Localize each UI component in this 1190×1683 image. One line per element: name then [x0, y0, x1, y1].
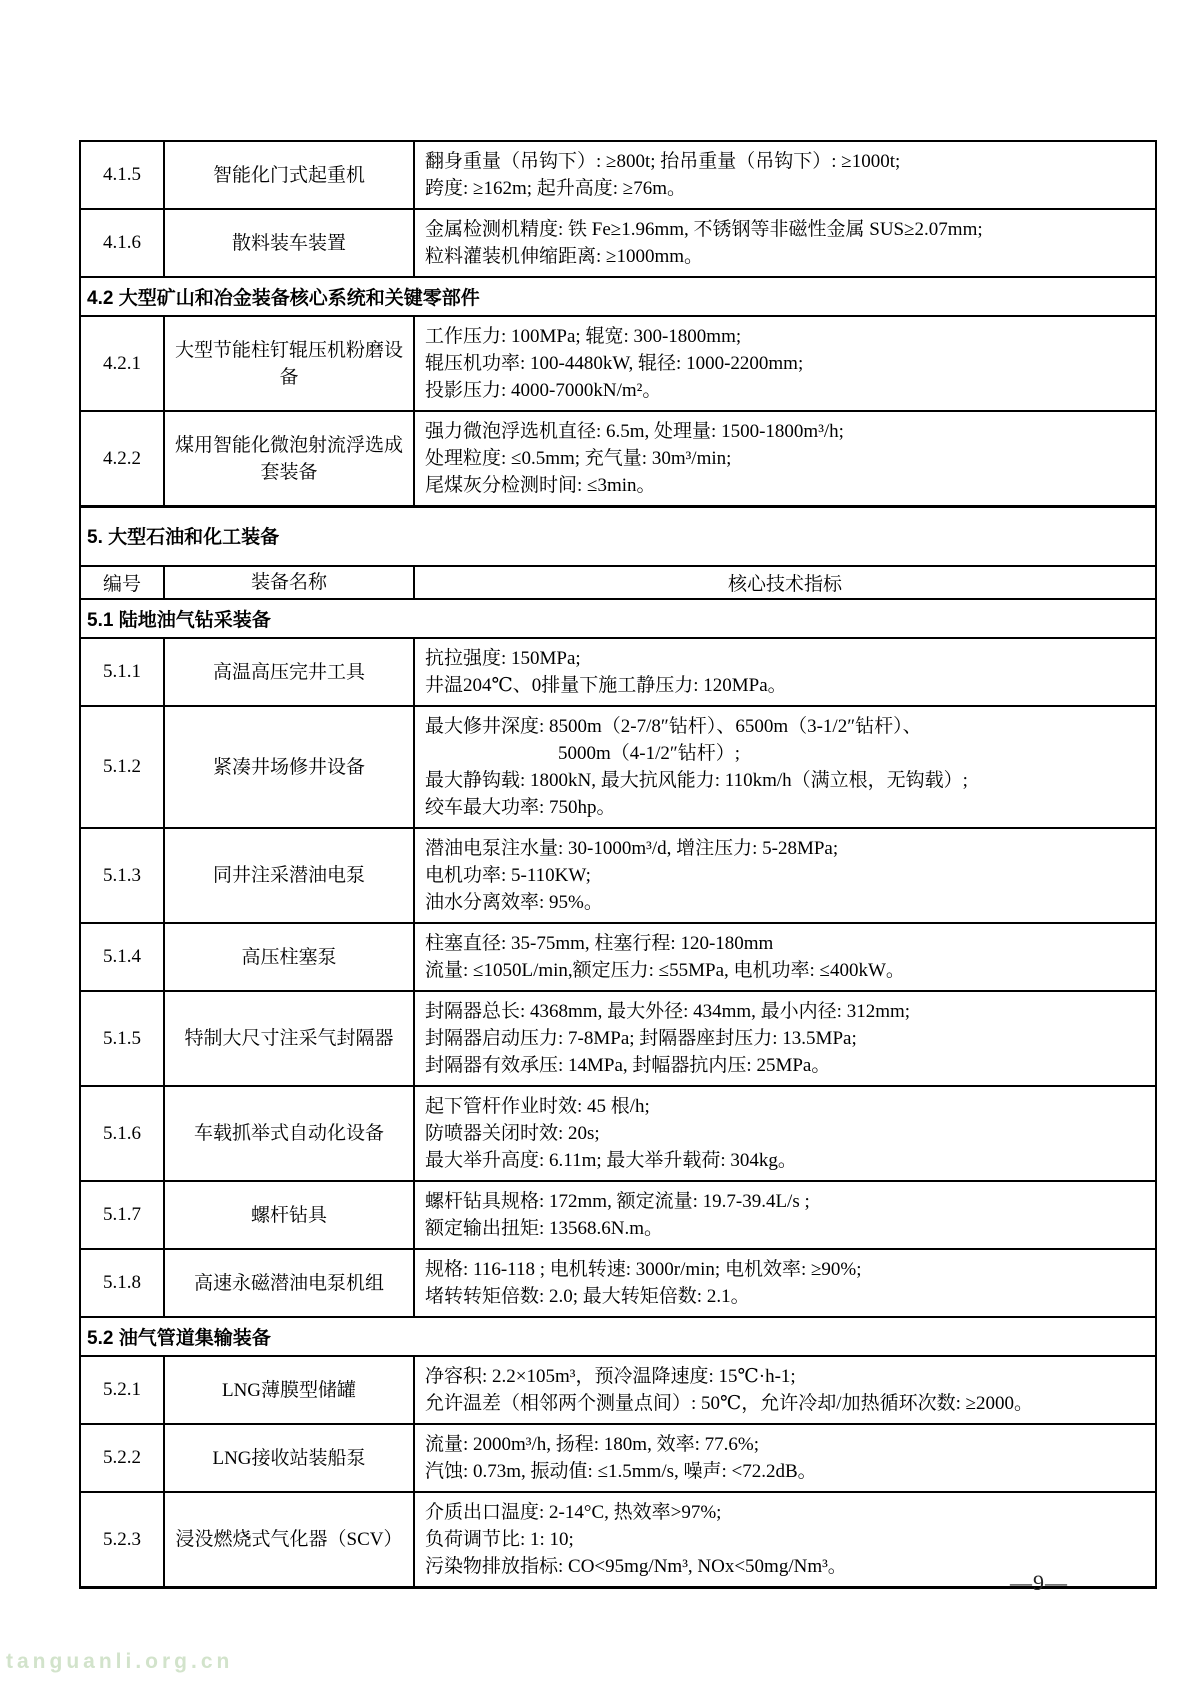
table-row [80, 1492, 1156, 1588]
section-header-cell: 5.1 陆地油气钻采装备 [80, 599, 1156, 638]
spec-line: 流量: ≤1050L/min,额定压力: ≤55MPa, 电机功率: ≤400kW。 [425, 960, 905, 981]
row-id-cell: 5.2.1 [80, 1356, 164, 1424]
spec-line: 5000m（4-1/2″钻杆）; [425, 743, 741, 764]
spec-line: 负荷调节比: 1: 10; [425, 1529, 574, 1550]
spec-line: 电机功率: 5-110KW; [425, 865, 591, 886]
equipment-name-cell: 浸没燃烧式气化器（SCV） [164, 1492, 414, 1588]
table-row [80, 507, 1156, 567]
equipment-name-cell: 特制大尺寸注采气封隔器 [164, 991, 414, 1086]
table-row [80, 1249, 1156, 1317]
spec-line: 抗拉强度: 150MPa; [425, 648, 581, 669]
spec-line: 规格: 116-118 ; 电机转速: 3000r/min; 电机效率: ≥90%; [425, 1259, 862, 1280]
specs-cell [414, 991, 1156, 1086]
row-id-cell: 5.1.1 [80, 638, 164, 706]
equipment-name-cell: 煤用智能化微泡射流浮选成套装备 [164, 411, 414, 507]
equipment-name-cell: 紧凑井场修井设备 [164, 706, 414, 828]
spec-line: 粒料灌装机伸缩距离: ≥1000mm。 [425, 246, 704, 267]
row-id-cell: 5.1.2 [80, 706, 164, 828]
section-header-cell: 5.2 油气管道集输装备 [80, 1317, 1156, 1356]
specs-cell [414, 828, 1156, 923]
spec-line: 绞车最大功率: 750hp。 [425, 797, 616, 818]
table-row [80, 1181, 1156, 1249]
column-header-specs: 核心技术指标 [414, 566, 1156, 599]
row-id-cell: 4.1.6 [80, 209, 164, 277]
spec-line: 封隔器启动压力: 7-8MPa; 封隔器座封压力: 13.5MPa; [425, 1028, 857, 1049]
equipment-name-cell: LNG薄膜型储罐 [164, 1356, 414, 1424]
specs-cell [414, 923, 1156, 991]
table-row [80, 828, 1156, 923]
spec-line: 最大举升高度: 6.11m; 最大举升载荷: 304kg。 [425, 1150, 797, 1171]
spec-line: 螺杆钻具规格: 172mm, 额定流量: 19.7-39.4L/s ; [425, 1191, 810, 1212]
equipment-name-cell: 智能化门式起重机 [164, 141, 414, 209]
table-row [80, 316, 1156, 411]
table-row [80, 1086, 1156, 1181]
specs-cell [414, 1424, 1156, 1492]
row-id-cell: 5.1.7 [80, 1181, 164, 1249]
spec-line: 金属检测机精度: 铁 Fe≥1.96mm, 不锈钢等非磁性金属 SUS≥2.07mm; [425, 219, 983, 240]
specs-cell [414, 1356, 1156, 1424]
table-row [80, 991, 1156, 1086]
specs-cell [414, 1086, 1156, 1181]
chapter-heading-cell: 5. 大型石油和化工装备 [80, 507, 1156, 567]
spec-line: 流量: 2000m³/h, 扬程: 180m, 效率: 77.6%; [425, 1434, 759, 1455]
specs-cell [414, 209, 1156, 277]
equipment-name-cell: 同井注采潜油电泵 [164, 828, 414, 923]
table-row [80, 141, 1156, 209]
column-header-name: 装备名称 [164, 566, 414, 599]
table-row [80, 638, 1156, 706]
table-row [80, 1317, 1156, 1356]
spec-line: 起下管杆作业时效: 45 根/h; [425, 1096, 650, 1117]
equipment-name-cell: 高速永磁潜油电泵机组 [164, 1249, 414, 1317]
table-row [80, 706, 1156, 828]
row-id-cell: 5.1.4 [80, 923, 164, 991]
spec-line: 汽蚀: 0.73m, 振动值: ≤1.5mm/s, 噪声: <72.2dB。 [425, 1461, 817, 1482]
watermark-text: tanguanli.org.cn [6, 1650, 234, 1673]
column-header-id: 编号 [80, 566, 164, 599]
table-row [80, 1356, 1156, 1424]
row-id-cell: 5.1.5 [80, 991, 164, 1086]
equipment-name-cell: 高温高压完井工具 [164, 638, 414, 706]
table-row [80, 566, 1156, 599]
spec-line: 介质出口温度: 2-14°C, 热效率>97%; [425, 1502, 722, 1523]
row-id-cell: 5.1.6 [80, 1086, 164, 1181]
spec-line: 净容积: 2.2×105m³，预冷温降速度: 15℃·h-1; [425, 1366, 796, 1387]
equipment-name-cell: 高压柱塞泵 [164, 923, 414, 991]
spec-line: 最大修井深度: 8500m（2-7/8″钻杆）、6500m（3-1/2″钻杆）、 [425, 716, 922, 737]
spec-line: 辊压机功率: 100-4480kW, 辊径: 1000-2200mm; [425, 353, 804, 374]
table-row [80, 411, 1156, 507]
specs-cell [414, 411, 1156, 507]
equipment-spec-table [79, 140, 1157, 1589]
specs-cell [414, 1181, 1156, 1249]
specs-cell [414, 638, 1156, 706]
table-row [80, 209, 1156, 277]
table-row [80, 599, 1156, 638]
spec-line: 最大静钩载: 1800kN, 最大抗风能力: 110km/h（满立根，无钩载）; [425, 770, 968, 791]
spec-line: 跨度: ≥162m; 起升高度: ≥76m。 [425, 178, 686, 199]
specs-cell [414, 1249, 1156, 1317]
specs-cell [414, 706, 1156, 828]
table-row [80, 1424, 1156, 1492]
spec-line: 翻身重量（吊钩下）: ≥800t; 抬吊重量（吊钩下）: ≥1000t; [425, 151, 901, 172]
spec-line: 尾煤灰分检测时间: ≤3min。 [425, 475, 656, 496]
spec-line: 封隔器总长: 4368mm, 最大外径: 434mm, 最小内径: 312mm; [425, 1001, 911, 1022]
row-id-cell: 5.1.3 [80, 828, 164, 923]
spec-line: 堵转转矩倍数: 2.0; 最大转矩倍数: 2.1。 [425, 1286, 750, 1307]
specs-cell [414, 141, 1156, 209]
row-id-cell: 4.2.2 [80, 411, 164, 507]
row-id-cell: 5.2.2 [80, 1424, 164, 1492]
equipment-name-cell: 大型节能柱钉辊压机粉磨设备 [164, 316, 414, 411]
spec-line: 井温204℃、0排量下施工静压力: 120MPa。 [425, 675, 787, 696]
spec-line: 额定输出扭矩: 13568.6N.m。 [425, 1218, 664, 1239]
spec-line: 柱塞直径: 35-75mm, 柱塞行程: 120-180mm [425, 933, 774, 954]
spec-line: 工作压力: 100MPa; 辊宽: 300-1800mm; [425, 326, 742, 347]
spec-line: 处理粒度: ≤0.5mm; 充气量: 30m³/min; [425, 448, 732, 469]
spec-line: 污染物排放指标: CO<95mg/Nm³, NOx<50mg/Nm³。 [425, 1556, 847, 1577]
spec-line: 封隔器有效承压: 14MPa, 封幅器抗内压: 25MPa。 [425, 1055, 831, 1076]
page-number: —9— [1010, 1570, 1068, 1595]
spec-line: 允许温差（相邻两个测量点间）: 50℃，允许冷却/加热循环次数: ≥2000。 [425, 1393, 1034, 1414]
spec-line: 防喷器关闭时效: 20s; [425, 1123, 600, 1144]
equipment-name-cell: 车载抓举式自动化设备 [164, 1086, 414, 1181]
row-id-cell: 4.1.5 [80, 141, 164, 209]
spec-table-body [80, 141, 1156, 1588]
equipment-name-cell: 螺杆钻具 [164, 1181, 414, 1249]
section-header-cell: 4.2 大型矿山和冶金装备核心系统和关键零部件 [80, 277, 1156, 316]
row-id-cell: 5.2.3 [80, 1492, 164, 1588]
spec-line: 油水分离效率: 95%。 [425, 892, 603, 913]
table-row [80, 923, 1156, 991]
spec-line: 强力微泡浮选机直径: 6.5m, 处理量: 1500-1800m³/h; [425, 421, 844, 442]
specs-cell [414, 316, 1156, 411]
row-id-cell: 5.1.8 [80, 1249, 164, 1317]
equipment-name-cell: 散料装车装置 [164, 209, 414, 277]
table-row [80, 277, 1156, 316]
spec-line: 潜油电泵注水量: 30-1000m³/d, 增注压力: 5-28MPa; [425, 838, 839, 859]
row-id-cell: 4.2.1 [80, 316, 164, 411]
equipment-name-cell: LNG接收站装船泵 [164, 1424, 414, 1492]
spec-line: 投影压力: 4000-7000kN/m²。 [425, 380, 662, 401]
